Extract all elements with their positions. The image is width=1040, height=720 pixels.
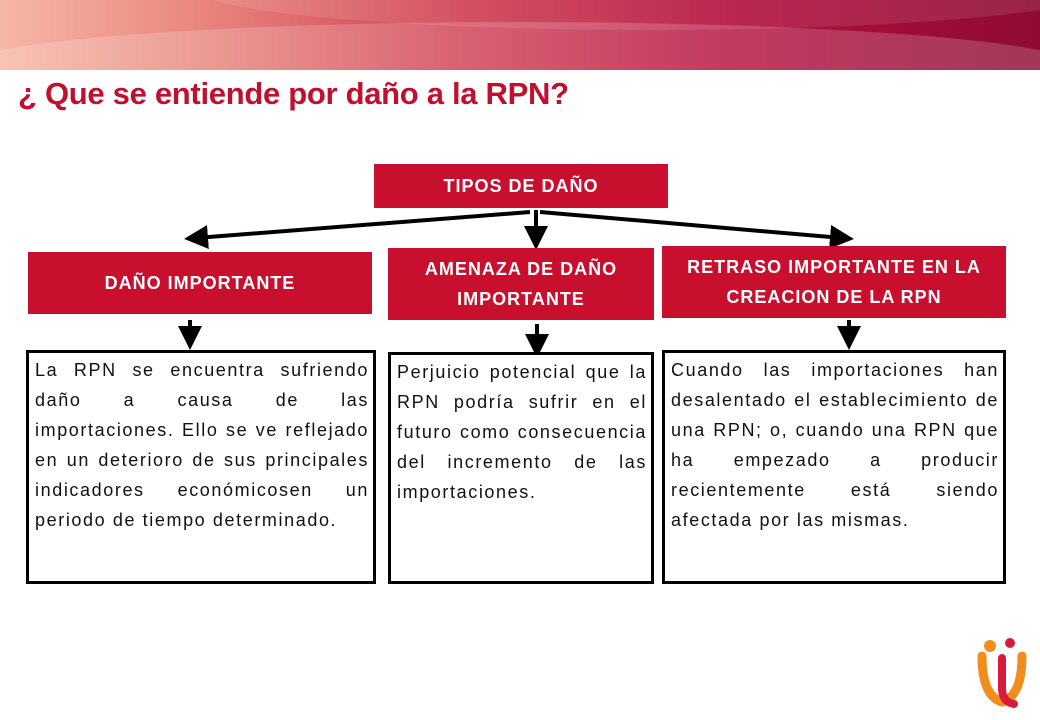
tipos-de-dano-header: TIPOS DE DAÑO: [374, 164, 668, 208]
amenaza-description: Perjuicio potencial que la RPN podría sufrir en el futuro como consecuencia del incremento de las importaciones.: [388, 352, 654, 584]
university-logo-icon: [976, 636, 1032, 708]
retraso-description: Cuando las importaciones han desalentado el establecimiento de una RPN; o, cuando una RPN que ha empezado a producir recientemente está siendo afectada por las mismas.: [662, 350, 1006, 584]
dano-importante-description: La RPN se encuentra sufriendo daño a causa de las importaciones. Ello se ve reflejado en un deterioro de sus principales indicadores económicosen un periodo de tiempo determinado.: [26, 350, 376, 584]
page-title: ¿ Que se entiende por daño a la RPN?: [18, 76, 569, 111]
arrow-to-dano: [196, 212, 530, 238]
amenaza-header: AMENAZA DE DAÑO IMPORTANTE: [388, 248, 654, 320]
arrow-to-retraso: [540, 212, 842, 238]
retraso-header: RETRASO IMPORTANTE EN LA CREACION DE LA RPN: [662, 246, 1006, 318]
dano-importante-header: DAÑO IMPORTANTE: [28, 252, 372, 314]
